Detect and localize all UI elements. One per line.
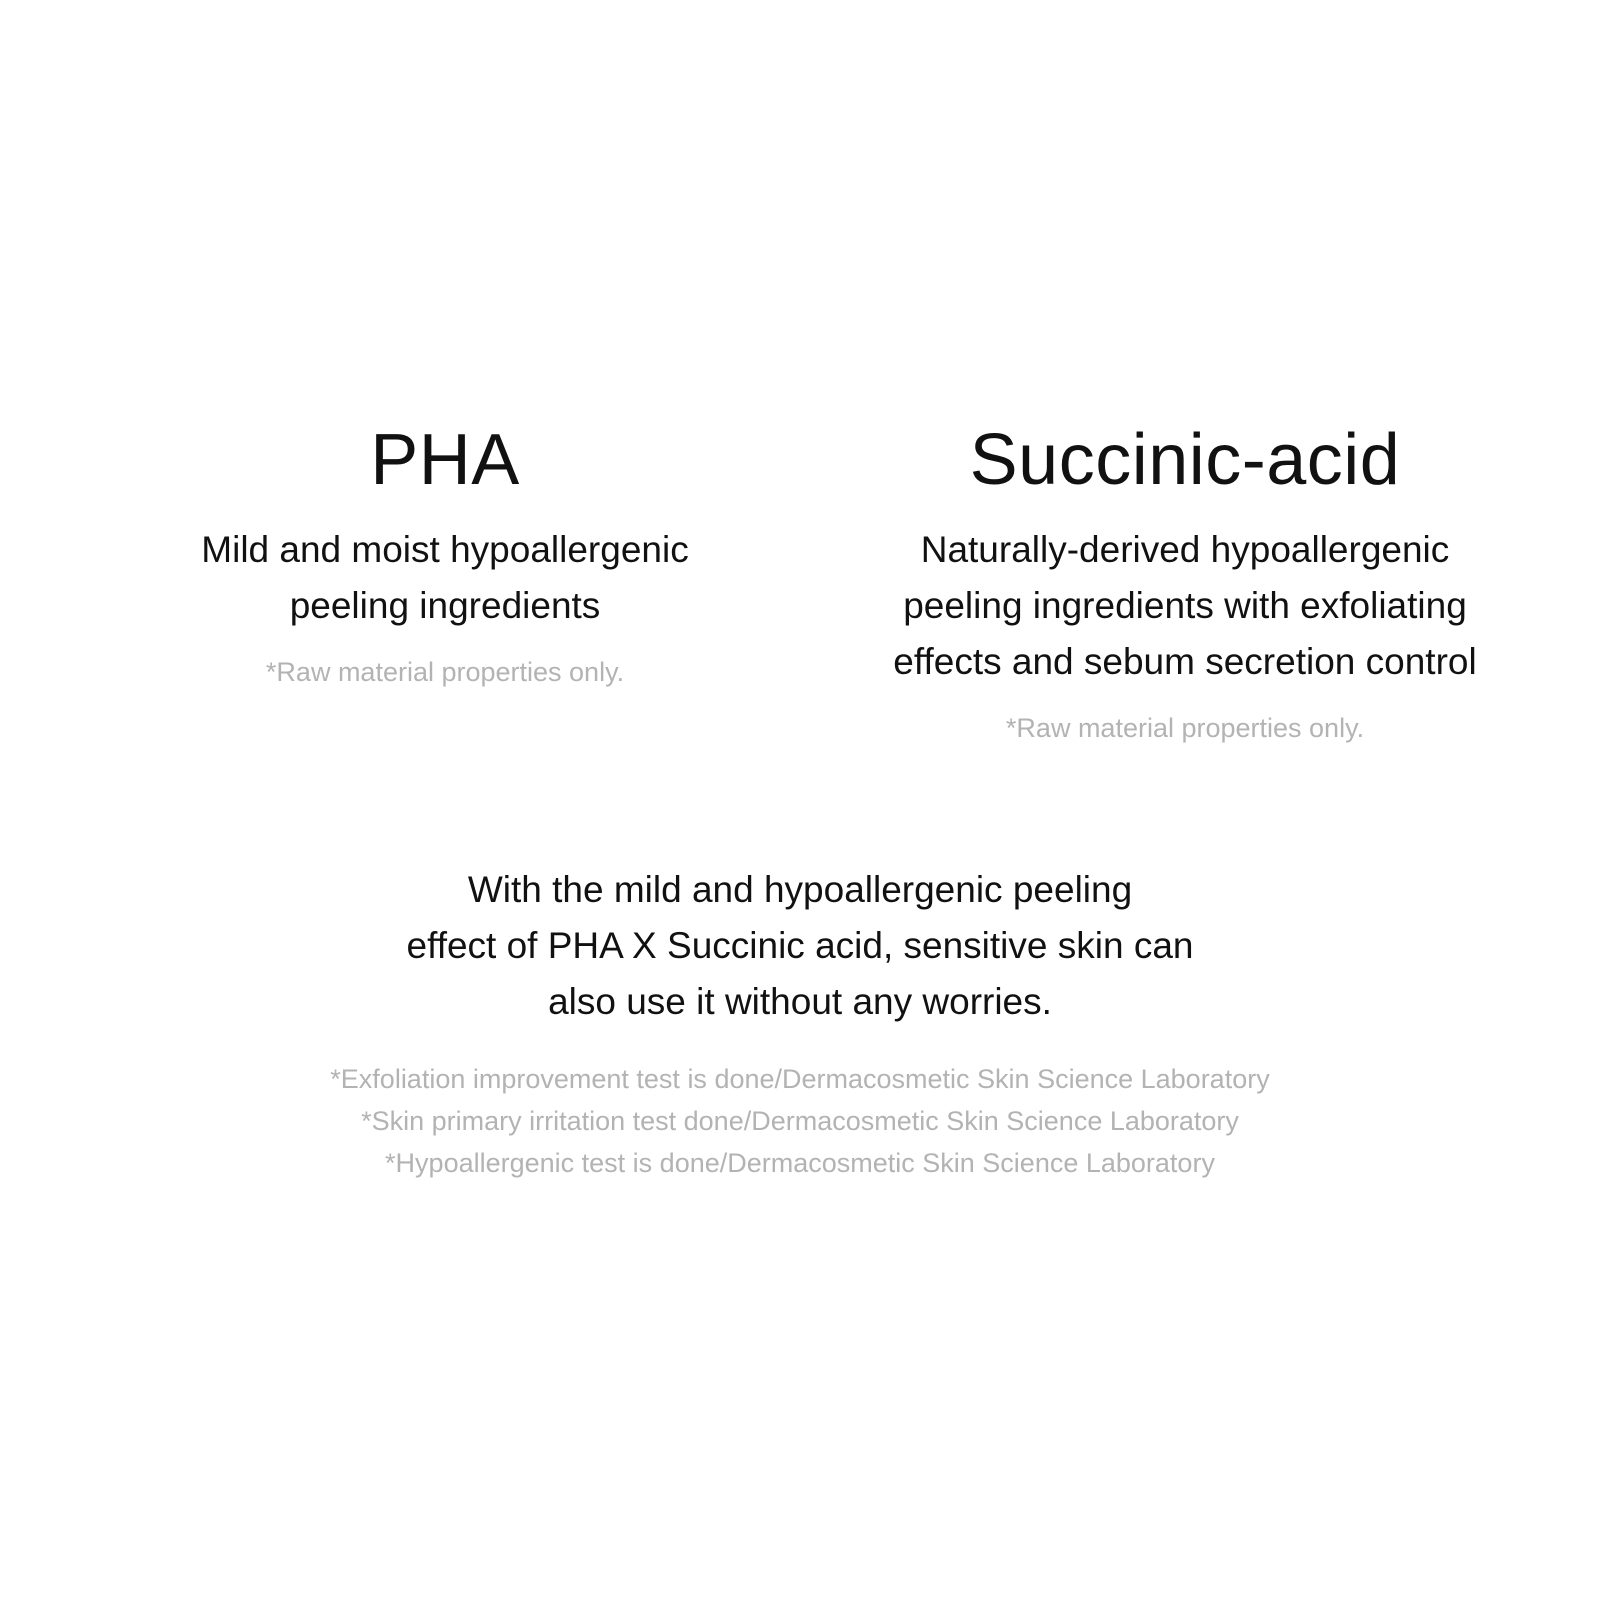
ingredient-block-pha xyxy=(140,420,750,690)
description-line: Mild and moist hypoallergenic xyxy=(201,529,689,570)
summary-section xyxy=(100,862,1500,1184)
footnotes xyxy=(100,1058,1500,1184)
summary-line: effect of PHA X Succinic acid, sensitive skin can xyxy=(406,925,1194,966)
ingredient-description xyxy=(140,522,750,634)
ingredient-note: *Raw material properties only. xyxy=(1005,713,1365,743)
summary-line: With the mild and hypoallergenic peeling xyxy=(467,869,1133,910)
footnote: *Skin primary irritation test done/Dermacosmetic Skin Science Laboratory xyxy=(361,1106,1239,1136)
description-line: peeling ingredients xyxy=(289,585,601,626)
ingredient-title: PHA xyxy=(370,420,520,500)
footnote: *Hypoallergenic test is done/Dermacosmetic Skin Science Laboratory xyxy=(385,1148,1215,1178)
summary-line: also use it without any worries. xyxy=(548,981,1052,1022)
description-line: effects and sebum secretion control xyxy=(893,641,1477,682)
description-line: Naturally-derived hypoallergenic xyxy=(920,529,1450,570)
description-line: peeling ingredients with exfoliating xyxy=(903,585,1467,626)
footnote: *Exfoliation improvement test is done/Dermacosmetic Skin Science Laboratory xyxy=(330,1064,1270,1094)
ingredient-note: *Raw material properties only. xyxy=(265,657,625,687)
ingredient-description xyxy=(810,522,1560,690)
ingredient-title: Succinic-acid xyxy=(969,420,1401,500)
ingredient-block-succinic-acid xyxy=(810,420,1560,746)
summary-text xyxy=(100,862,1500,1030)
